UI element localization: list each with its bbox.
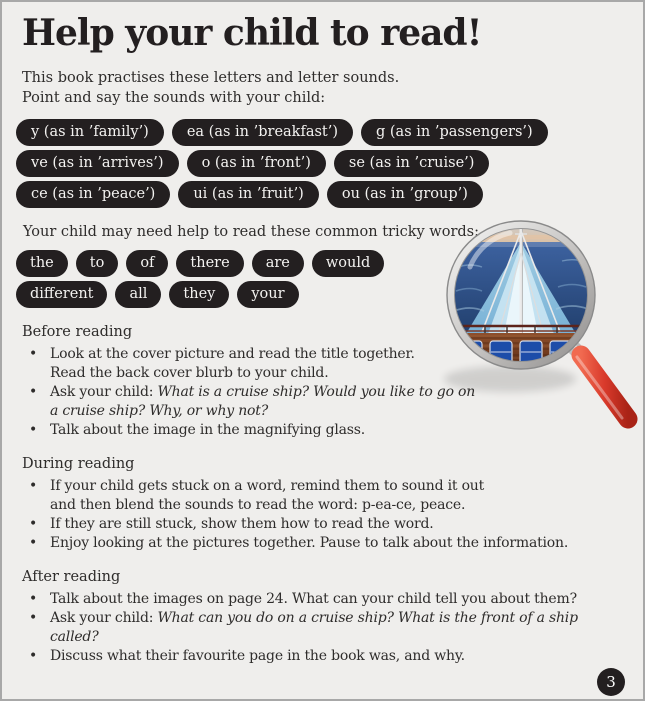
before-reading-heading: Before reading: [22, 323, 133, 340]
magnifying-glass-illustration: [430, 195, 645, 440]
bullet-text: [50, 383, 484, 421]
bullet-text: Enjoy looking at the pictures together. Pause to talk about the information.: [50, 534, 569, 551]
tricky-words-heading: Your child may need help to read these common tricky words:: [23, 223, 479, 240]
section-after-reading: [22, 567, 623, 666]
list-item: [22, 647, 623, 666]
bullet-icon: [22, 515, 50, 534]
intro-line-1: This book practises these letters and letter sounds.: [22, 69, 400, 86]
list-item: [22, 421, 484, 440]
letter-sound-pill: o (as in ’front’): [187, 150, 326, 177]
bullet-text: If they are still stuck, show them how to read the word.: [50, 515, 434, 532]
bullet-text: Discuss what their favourite page in the book was, and why.: [50, 647, 465, 664]
letter-sounds-row-2: [16, 150, 623, 177]
bullet-text: Look at the cover picture and read the title together.: [50, 345, 415, 362]
bullet-text: [50, 609, 623, 647]
bullet-icon: [22, 590, 50, 609]
tricky-word-pill: all: [115, 281, 161, 308]
bullet-text-italic: What can you do on a cruise ship? What is the front of a ship called?: [50, 609, 578, 645]
letter-sound-pill: y (as in ’family’): [16, 119, 164, 146]
tricky-word-pill: different: [16, 281, 107, 308]
tricky-word-pill: there: [176, 250, 243, 277]
glass-shadow: [444, 366, 576, 392]
page-number: 3: [606, 673, 616, 691]
tricky-word-pill: your: [237, 281, 298, 308]
bullet-icon: [22, 477, 50, 515]
section-during-reading: [22, 454, 623, 553]
page-title: Help your child to read!: [22, 12, 482, 54]
during-reading-heading: During reading: [22, 455, 135, 472]
after-reading-heading: After reading: [22, 568, 121, 585]
tricky-word-pill: the: [16, 250, 68, 277]
list-item: [22, 345, 484, 383]
bullet-icon: [22, 345, 50, 383]
list-item: [22, 609, 623, 647]
bullet-text: Talk about the image in the magnifying glass.: [50, 421, 366, 438]
section-before-reading: [22, 322, 484, 440]
bullet-icon: [22, 383, 50, 421]
letter-sound-pill: g (as in ’passengers’): [361, 119, 548, 146]
list-item: [22, 534, 623, 553]
after-reading-list: [22, 590, 623, 666]
page-number-badge: [597, 668, 625, 696]
bullet-text: and then blend the sounds to read the word: p-ea-ce, peace.: [50, 496, 466, 513]
bullet-icon: [22, 609, 50, 647]
tricky-word-pill: they: [169, 281, 229, 308]
bullet-icon: [22, 421, 50, 440]
list-item: [22, 590, 623, 609]
magnifier-handle: [581, 355, 628, 419]
during-reading-list: [22, 477, 623, 553]
bullet-icon: [22, 534, 50, 553]
bullet-text: Read the back cover blurb to your child.: [50, 364, 329, 381]
bullet-text: Talk about the images on page 24. What can your child tell you about them?: [50, 590, 577, 607]
bullet-text-italic: What is a cruise ship? Would you like to go on a cruise ship? Why, or why not?: [50, 383, 476, 419]
letter-sound-pill: ou (as in ’group’): [327, 181, 483, 208]
letter-sound-pill: ea (as in ’breakfast’): [172, 119, 353, 146]
letter-sound-pill: ce (as in ’peace’): [16, 181, 170, 208]
letter-sound-pill: ve (as in ’arrives’): [16, 150, 179, 177]
intro-text: [22, 68, 623, 108]
letter-sound-pill: se (as in ’cruise’): [334, 150, 490, 177]
list-item: [22, 383, 484, 421]
list-item: [22, 477, 623, 515]
tricky-word-pill: are: [252, 250, 304, 277]
letter-sound-pill: ui (as in ’fruit’): [178, 181, 319, 208]
intro-line-2: Point and say the sounds with your child:: [22, 89, 326, 106]
bullet-text: If your child gets stuck on a word, remind them to sound it out: [50, 477, 485, 494]
list-item: [22, 515, 623, 534]
bullet-icon: [22, 647, 50, 666]
tricky-word-pill: of: [126, 250, 168, 277]
magnifying-glass-icon: [430, 195, 645, 440]
bullet-text-lead: Ask your child:: [50, 383, 158, 400]
letter-sounds-row-1: [16, 119, 623, 146]
before-reading-list: [22, 345, 484, 440]
bullet-text-lead: Ask your child:: [50, 609, 158, 626]
tricky-word-pill: to: [76, 250, 119, 277]
tricky-word-pill: would: [312, 250, 384, 277]
